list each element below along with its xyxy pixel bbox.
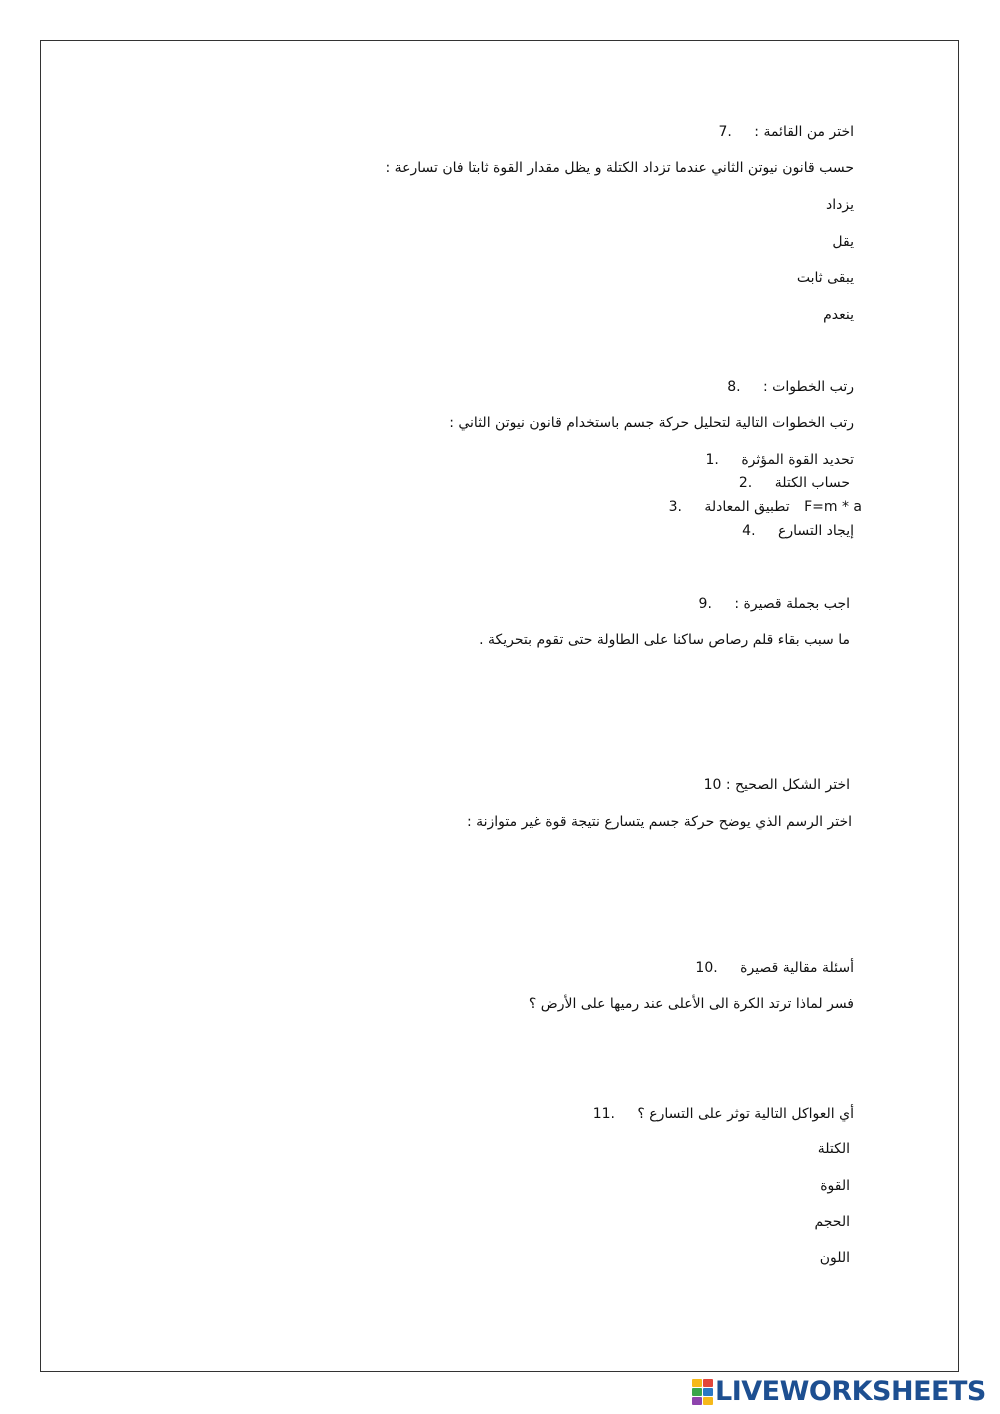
q11-title: أي العواكل التالية توثر على التسارع ؟ <box>637 1106 854 1122</box>
liveworksheets-logo[interactable] <box>692 1376 986 1406</box>
q8-step-4-text: إيجاد التسارع <box>777 523 854 539</box>
q11-option-4[interactable]: اللون <box>819 1250 850 1266</box>
q8-number: 8. <box>727 379 741 395</box>
liveworksheets-logo-icon <box>692 1379 712 1403</box>
q8-step-1-num: 1. <box>705 452 719 468</box>
q8-step-3-num: 3. <box>668 499 682 515</box>
q7-option-4[interactable]: ينعدم <box>823 307 854 323</box>
q10a-title: اختر الشكل الصحيح : 10 <box>703 777 850 793</box>
q7-heading <box>718 123 854 141</box>
q7-number: 7. <box>718 124 732 140</box>
q8-title: رتب الخطوات : <box>763 379 854 395</box>
q10b-heading <box>695 959 854 977</box>
q8-step-3-text: تطبيق المعادلة <box>704 499 790 515</box>
q11-number: 11. <box>592 1106 615 1122</box>
q7-question: حسب قانون نيوتن الثاني عندما تزداد الكتلة و يظل مقدار القوة ثابتا فان تسارعة : <box>385 160 854 176</box>
q10b-question: فسر لماذا ترتد الكرة الى الأعلى عند رميها على الأرض ؟ <box>528 996 854 1012</box>
page-border <box>40 40 959 1372</box>
q7-option-1[interactable]: يزداد <box>826 197 854 213</box>
q8-step-4[interactable] <box>742 522 854 540</box>
q11-option-1[interactable]: الكتلة <box>817 1141 850 1157</box>
q8-step-1-text: تحديد القوة المؤثرة <box>741 452 854 468</box>
brand-name: LIVEWORKSHEETS <box>715 1375 986 1407</box>
q8-step-2[interactable] <box>739 474 850 492</box>
q11-option-2[interactable]: القوة <box>820 1178 850 1194</box>
q8-step-3[interactable] <box>669 498 862 516</box>
q8-step-3-formula: F=m * a <box>804 499 862 515</box>
q7-option-3[interactable]: يبقى ثابت <box>796 270 854 286</box>
q9-heading <box>699 595 850 613</box>
q8-step-2-num: 2. <box>738 475 753 491</box>
q11-option-3[interactable]: الحجم <box>814 1214 850 1230</box>
q8-step-2-text: حساب الكتلة <box>774 475 850 491</box>
q9-title: اجب بجملة قصيرة : <box>734 596 850 612</box>
q9-number: 9. <box>698 596 712 612</box>
q10a-question: اختر الرسم الذي يوضح حركة جسم يتسارع نتيجة قوة غير متوازنة : <box>466 814 852 830</box>
q7-option-2[interactable]: يقل <box>832 234 854 250</box>
q8-question: رتب الخطوات التالية لتحليل حركة جسم باستخدام قانون نيوتن الثاني : <box>449 415 854 431</box>
q7-title: اختر من القائمة : <box>754 124 854 140</box>
q11-heading <box>593 1105 854 1123</box>
q8-step-4-num: 4. <box>742 523 756 539</box>
q8-step-1[interactable] <box>706 451 854 469</box>
q8-heading <box>727 378 854 396</box>
q10b-title: أسئلة مقالية قصيرة <box>740 960 854 976</box>
q9-question: ما سبب بقاء قلم رصاص ساكنا على الطاولة حتى تقوم بتحريكة . <box>479 632 850 648</box>
q10b-number: 10. <box>695 960 718 976</box>
